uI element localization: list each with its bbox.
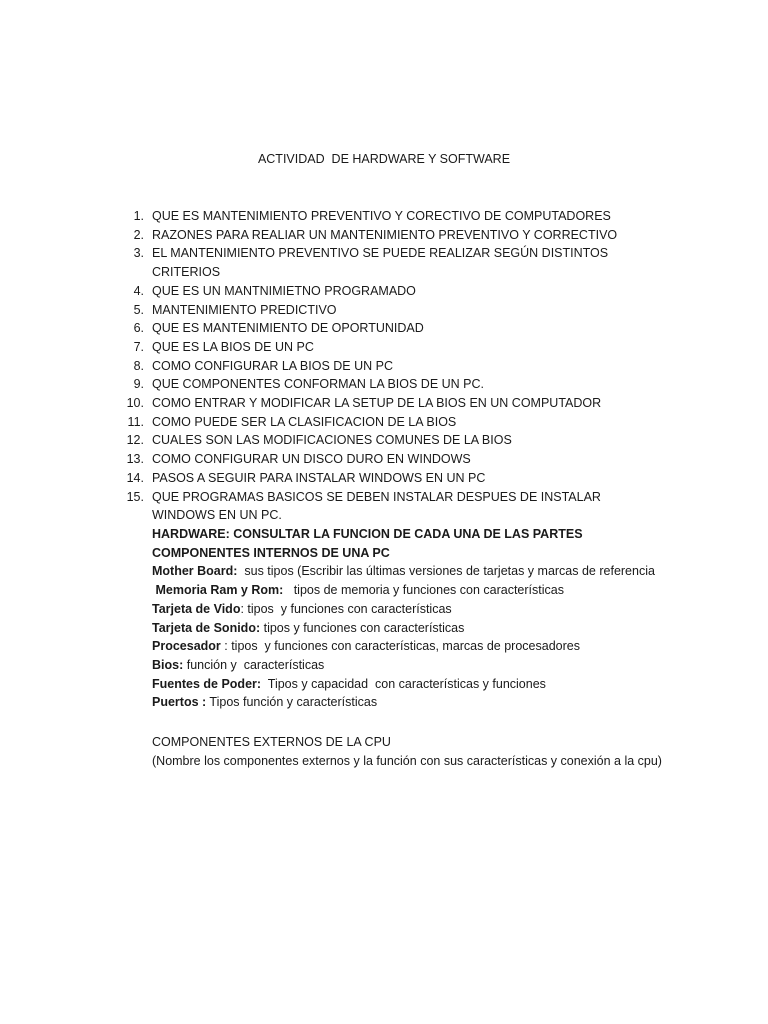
question-item (120, 244, 665, 281)
question-number: 8. (133, 358, 144, 373)
question-number: 3. (133, 246, 144, 261)
component-description: sus tipos (Escribir las últimas versiones de tarjetas y marcas de referencia (237, 564, 655, 579)
component-description: tipos y funciones con características (260, 620, 465, 635)
question-item (120, 282, 665, 301)
external-components-heading: COMPONENTES EXTERNOS DE LA CPU (152, 735, 391, 749)
question-item (120, 394, 665, 413)
component-label: Puertos : (152, 695, 207, 710)
question-number: 11. (127, 414, 144, 429)
question-text: QUE ES MANTENIMIENTO DE OPORTUNIDAD (152, 321, 424, 336)
question-item (120, 357, 665, 376)
internal-components-heading: COMPONENTES INTERNOS DE UNA PC (152, 545, 390, 560)
question-text: QUE COMPONENTES CONFORMAN LA BIOS DE UN PC. (152, 377, 484, 392)
question-item (120, 413, 665, 432)
external-components-section (152, 733, 664, 770)
question-number: 7. (133, 339, 144, 354)
question-text: EL MANTENIMIENTO PREVENTIVO SE PUEDE REALIZAR SEGÚN DISTINTOS CRITERIOS (152, 246, 609, 280)
hardware-heading: HARDWARE: CONSULTAR LA FUNCION DE CADA UNA DE LAS PARTES (152, 527, 583, 541)
question-text: QUE ES LA BIOS DE UN PC (152, 339, 314, 354)
question-number: 13. (126, 452, 144, 467)
question-item (120, 469, 665, 488)
question-number: 10. (126, 396, 144, 411)
component-label: Fuentes de Poder: (152, 676, 262, 691)
question-text: QUE ES MANTENIMIENTO PREVENTIVO Y CORECTIVO DE COMPUTADORES (152, 209, 611, 223)
question-text: CUALES SON LAS MODIFICACIONES COMUNES DE LA BIOS (152, 433, 512, 448)
question-text: RAZONES PARA REALIAR UN MANTENIMIENTO PREVENTIVO Y CORRECTIVO (152, 227, 618, 242)
question-text: COMO ENTRAR Y MODIFICAR LA SETUP DE LA BIOS EN UN COMPUTADOR (152, 396, 602, 411)
question-item (120, 375, 665, 394)
external-components-instructions: (Nombre los componentes externos y la función con sus características y conexión a la cpu) (152, 753, 662, 768)
component-description: : tipos y funciones con características (240, 601, 452, 616)
question-item (120, 488, 665, 525)
question-text: COMO CONFIGURAR UN DISCO DURO EN WINDOWS (152, 452, 471, 467)
question-item (120, 207, 665, 226)
question-item (120, 338, 665, 357)
question-item (120, 226, 665, 245)
component-line (152, 581, 664, 600)
component-description: Tipos función y características (206, 695, 378, 710)
component-line (152, 656, 664, 675)
question-text: PASOS A SEGUIR PARA INSTALAR WINDOWS EN UN PC (152, 470, 486, 485)
question-text: MANTENIMIENTO PREDICTIVO (152, 302, 337, 317)
question-text: QUE ES UN MANTNIMIETNO PROGRAMADO (152, 283, 416, 298)
question-number: 4. (133, 283, 144, 298)
component-line (152, 693, 664, 712)
question-list (120, 207, 665, 525)
question-item (120, 450, 665, 469)
question-number: 5. (133, 302, 144, 317)
question-text: QUE PROGRAMAS BASICOS SE DEBEN INSTALAR DESPUES DE INSTALAR WINDOWS EN UN PC. (152, 489, 601, 523)
question-number: 15. (126, 489, 144, 504)
component-description: Tipos y capacidad con características y funciones (261, 676, 546, 691)
question-number: 12. (126, 433, 144, 448)
hardware-section (152, 525, 664, 712)
component-line (152, 600, 664, 619)
component-description: función y características (183, 657, 325, 672)
component-line (152, 637, 664, 656)
question-item (120, 301, 665, 320)
question-text: COMO CONFIGURAR LA BIOS DE UN PC (152, 358, 394, 373)
component-description: tipos de memoria y funciones con características (283, 583, 564, 598)
component-line (152, 619, 664, 638)
question-number: 1. (133, 209, 144, 223)
document-title: ACTIVIDAD DE HARDWARE Y SOFTWARE (257, 152, 511, 166)
component-description: : tipos y funciones con características, marcas de procesadores (220, 639, 580, 654)
question-number: 2. (133, 227, 144, 242)
component-line (152, 562, 664, 581)
question-number: 14. (126, 470, 144, 485)
question-text: COMO PUEDE SER LA CLASIFICACION DE LA BIOS (152, 414, 457, 429)
question-item (120, 431, 665, 450)
component-label: Tarjeta de Sonido: (152, 620, 261, 635)
question-number: 6. (133, 321, 144, 336)
component-label: Mother Board: (152, 564, 238, 579)
component-line (152, 675, 664, 694)
component-label: Memoria Ram y Rom: (152, 583, 284, 598)
question-item (120, 319, 665, 338)
question-number: 9. (133, 377, 144, 392)
component-label: Procesador (152, 639, 221, 654)
component-label: Tarjeta de Vido (152, 601, 241, 616)
component-label: Bios: (152, 657, 184, 672)
